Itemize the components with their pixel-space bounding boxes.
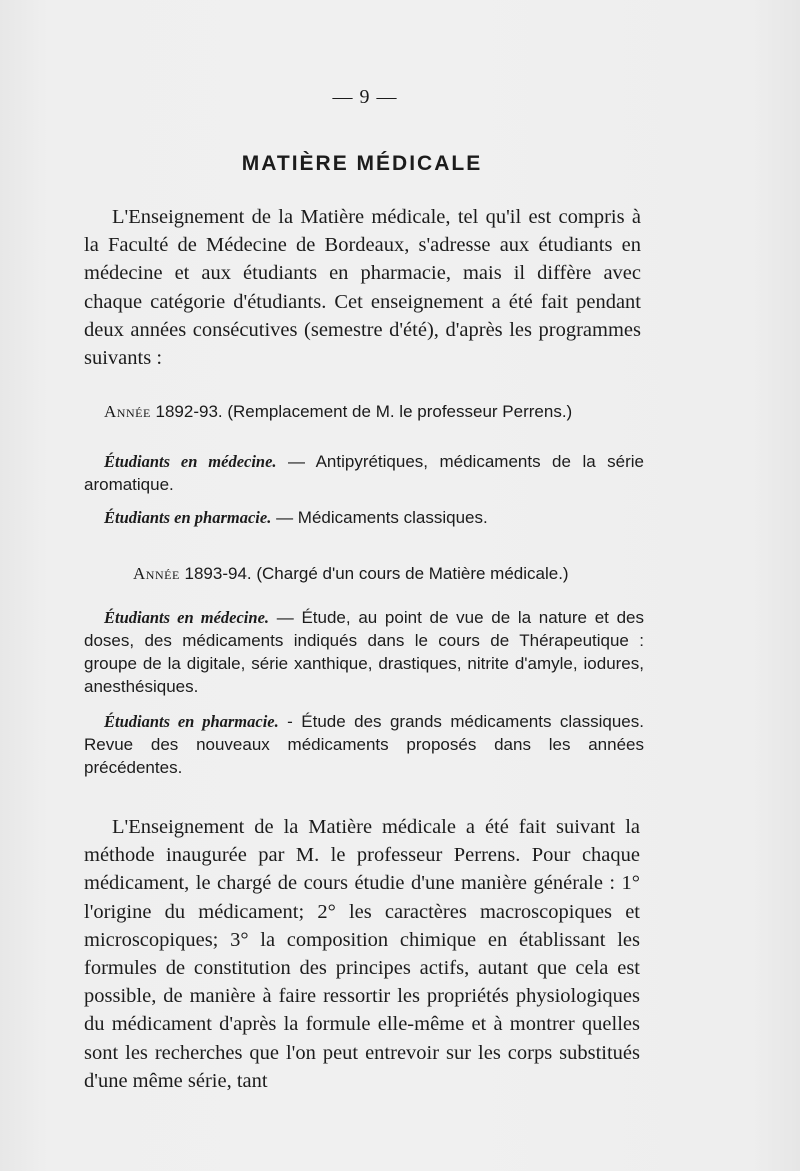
entry-pharmacie-1892 [84,506,644,529]
entry-text: — Antipyrétiques, médicaments de la série aromatique. [84,452,644,494]
entry-label: Étudiants en médecine. [104,608,270,627]
year-heading-text: 1893-94. (Chargé d'un cours de Matière médicale.) [184,564,569,583]
entry-label: Étudiants en pharmacie. [104,508,272,527]
intro-paragraph: L'Enseignement de la Matière médicale, tel qu'il est compris à la Faculté de Médecine de Bordeaux, s'adresse aux étudiants en médecine et aux étudiants en pharmacie, mais il diffère avec chaque catégorie d'étudiants. Cet enseignement a été fait pendant deux années consécutives (semestre d'été), d'après les programmes suivants : [84,206,641,370]
year-heading-text: 1892-93. (Remplacement de M. le professeur Perrens.) [155,402,573,421]
entry-text: - Étude des grands médicaments classiques. Revue des nouveaux médicaments proposés dans les années précédentes. [84,712,644,777]
year-heading-1893 [133,562,693,585]
entry-text: — Médicaments classiques. [276,508,488,527]
entry-pharmacie-1893 [84,710,644,779]
method-paragraph: L'Enseignement de la Matière médicale a été fait suivant la méthode inaugurée par M. le professeur Perrens. Pour chaque médicament, le chargé de cours étudie d'une manière générale : 1° l'origine du médicament; 2° les caractères macroscopiques et microscopiques; 3° la composition chimique en établissant les formules de constitution des principes actifs, autant que cela est possible, de manière à faire ressortir les propriétés physiologiques du médicament d'après la formule elle-même et à montrer quelles sont les recherches que l'on peut entrevoir sur les corps substitués d'une même série, tant [84,816,640,1092]
entry-text: — Étude, au point de vue de la nature et des doses, des médicaments indiqués dans le cours de Thérapeutique : groupe de la digitale, série xanthique, drastiques, nitrite d'amyle, iodures, anesthésiques. [84,608,645,696]
page-number: — 9 — [332,86,398,108]
year-label: Année [104,402,151,421]
section-title: MATIÈRE MÉDICALE [241,152,483,175]
year-heading-1892 [104,400,664,423]
entry-medecine-1892 [84,450,644,496]
entry-label: Étudiants en médecine. [104,452,277,471]
entry-label: Étudiants en pharmacie. [104,712,279,731]
entry-medecine-1893 [84,606,644,698]
year-label: Année [133,564,180,583]
